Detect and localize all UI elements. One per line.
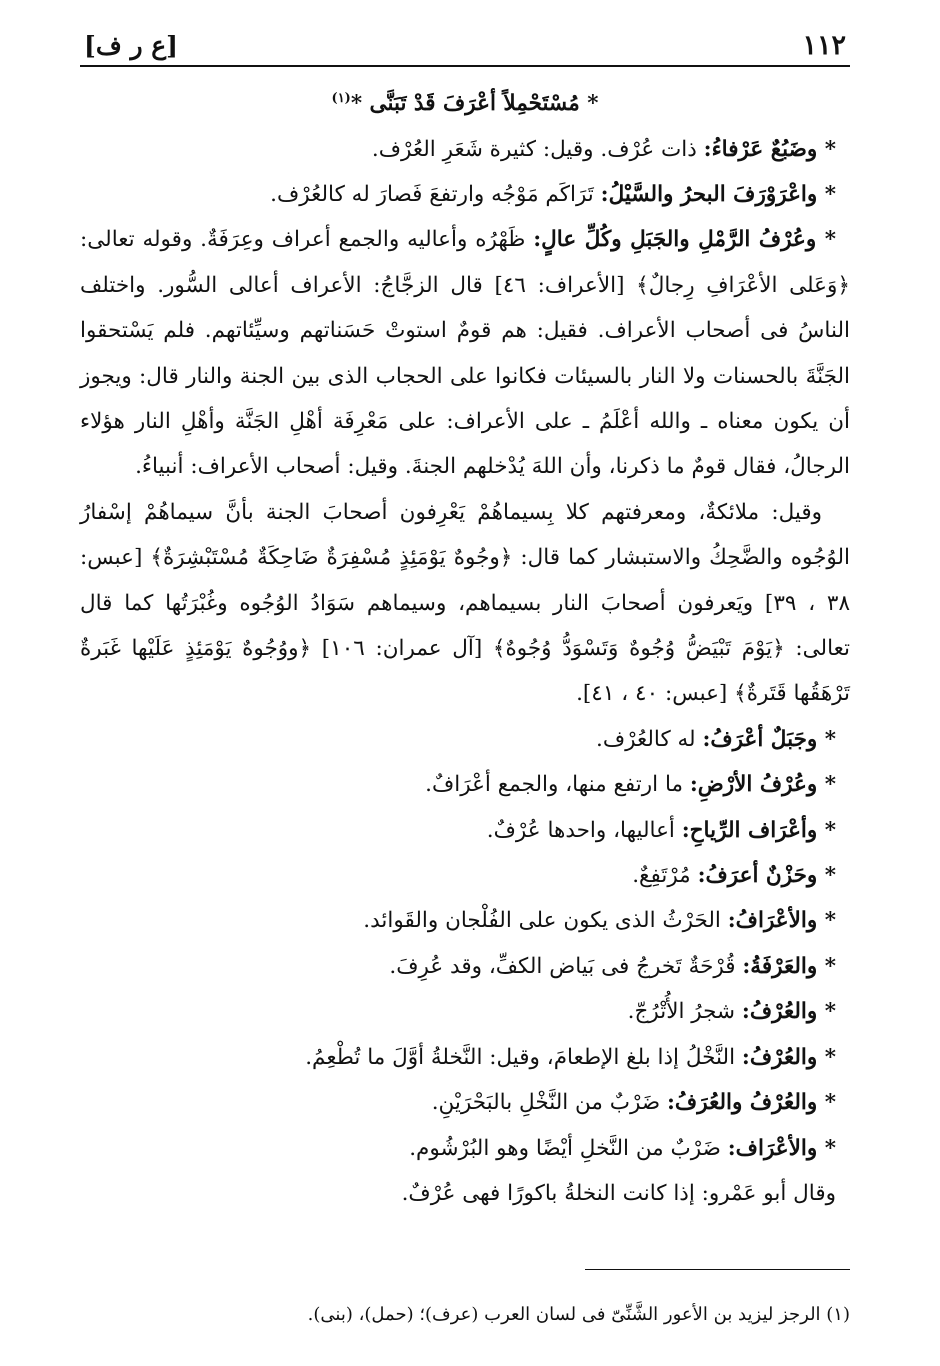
entry bbox=[80, 172, 850, 217]
entry bbox=[80, 853, 850, 898]
footnote-ref: (١) bbox=[331, 91, 351, 106]
footnote: (١) الرجز ليزيد بن الأعور الشَّنِّىّ فى لسان العرب (عرف)؛ (حمل)، (بنى). bbox=[307, 1304, 850, 1325]
entry-headword: وجَبَلٌ أعْرَفُ: bbox=[702, 726, 818, 752]
entry bbox=[80, 898, 850, 943]
entry-headword: وحَزْنٌ أعرَفُ: bbox=[697, 863, 818, 889]
entry-text: ذات عُرْف. وقيل: كثيرة شَعَرِ العُرْف. bbox=[371, 136, 697, 162]
entry-bullet: * bbox=[817, 772, 836, 798]
entry-bullet: * bbox=[817, 1044, 836, 1070]
entry-bullet: * bbox=[817, 999, 836, 1025]
page-header bbox=[80, 30, 850, 64]
entry-text: تَرَاكَم مَوْجُه وارتفعَ فَصارَ له كالعُرْف. bbox=[270, 181, 594, 207]
entry-text: ما ارتفع منها، والجمع أعْرَافٌ. bbox=[425, 772, 684, 798]
footnote-rule bbox=[585, 1269, 850, 1270]
entry bbox=[80, 1080, 850, 1125]
entry-headword: والعُرْفُ: bbox=[741, 999, 818, 1025]
entry-headword: وعُرْفُ الأرْضِ: bbox=[689, 772, 818, 798]
header-rule bbox=[80, 65, 850, 67]
entry-bullet: * bbox=[817, 181, 836, 207]
root-label: [ع ر ف] bbox=[84, 31, 178, 60]
entry-headword: والعُرْفُ والعُرَفُ: bbox=[666, 1090, 818, 1116]
entry-text: قُرْحَةٌ تَخرجُ فى بَياض الكفِّ، وقد عُرِفَ. bbox=[389, 953, 736, 979]
entry-text: شجرُ الأُتْرُجّ. bbox=[627, 999, 736, 1025]
entry bbox=[80, 1035, 850, 1080]
entry bbox=[80, 1126, 850, 1171]
entry bbox=[80, 808, 850, 853]
closing-line: وقال أبو عَمْرو: إذا كانت النخلةُ باكورًا فهى عُرْفٌ. bbox=[401, 1180, 836, 1206]
entry-headword: والأعْرَاف: bbox=[727, 1135, 818, 1161]
entry-bullet: * bbox=[817, 1090, 836, 1116]
entry-bullet: * bbox=[817, 953, 836, 979]
entry-headword: وعُرْفُ الرَّمْلِ والجَبَلِ وكُلِّ عالٍ: bbox=[533, 227, 817, 253]
entry-bullet: * bbox=[817, 726, 836, 752]
entry-headword: والعَرْفَةُ: bbox=[742, 953, 818, 979]
entry bbox=[80, 762, 850, 807]
entry-text: النَّخْلُ إذا بلغ الإطعامَ، وقيل: النَّخلةُ أوَّلَ ما تُطْعِمُ. bbox=[305, 1044, 736, 1070]
entry-bullet: * bbox=[817, 908, 836, 934]
entry-headword: والأعْرَافُ: bbox=[727, 908, 818, 934]
entry-text: له كالعُرْف. bbox=[595, 726, 696, 752]
entry-bullet: * bbox=[817, 136, 836, 162]
entry-text: ضَرْبٌ من النَّخلِ أيْضًا وهو البُرْشُوم. bbox=[409, 1135, 721, 1161]
page-body bbox=[80, 76, 850, 1216]
entry-bullet: * bbox=[817, 863, 836, 889]
entry-headword: وضَبُعٌ عَرْفاءُ: bbox=[703, 136, 818, 162]
verse-text: * مُسْتَحْمِلاً أعْرَفَ قَدْ تَبَنَّى * bbox=[350, 91, 599, 117]
entry-text: الحَرْثُ الذى يكون على الفُلْجان والقَوائد. bbox=[363, 908, 721, 934]
entry-text: أعاليها، واحدها عُرْفٌ. bbox=[486, 817, 675, 843]
entry bbox=[80, 944, 850, 989]
entry-headword: واعْرَوْرَفَ البحرُ والسَّيْلُ: bbox=[600, 181, 818, 207]
entry-bullet: * bbox=[817, 817, 836, 843]
paragraph: وقيل: ملائكةٌ، ومعرفتهم كلا بِسيماهُمْ يَعْرِفون أصحابَ الجنة بأنَّ سيماهُمْ إسْفارُ الوُجُوه والضَّحِكُ والاستبشار كما قال: ﴿وجُوهٌ يَوْمَئِذٍ مُسْفِرَةٌ ضَاحِكَةٌ مُسْتَبْشِرَةٌ﴾ [عبس: ٣٨ ، ٣٩] ويَعرفون أصحابَ النار بسيماهم، وسيماهم سَوَادُ الوُجُوه وغُبْرَتُها كما قال تعالى: ﴿يَوْمَ تَبْيَضُّ وُجُوهٌ وَتَسْوَدُّ وُجُوهٌ﴾ [آل عمران: ١٠٦] ﴿ووُجُوهٌ يَوْمَئِذٍ عَلَيْها غَبَرةٌ تَرْهَقُها قَتَرةٌ﴾ [عبس: ٤٠ ، ٤١]. bbox=[80, 499, 850, 707]
page-number: ١١٢ bbox=[802, 30, 846, 61]
entry-headword: وأعْرَاف الرِّياحِ: bbox=[681, 817, 818, 843]
book-page bbox=[80, 30, 850, 1340]
entry bbox=[80, 127, 850, 172]
entry-bullet: * bbox=[817, 1135, 836, 1161]
entry-text: ظَهْرُه وأعاليه والجمع أعراف وعِرَفَةٌ. وقوله تعالى: ﴿وَعَلى الأعْرَافِ رِجالٌ﴾ [الأعراف: ٤٦] قال الزجَّاجُ: الأعراف أعالى السُّور. واختلف الناسُ فى أصحاب الأعراف. فقيل: هم قومٌ استوتْ حَسَناتهم وسيِّئاتهم. فلم يَسْتحقوا الجَنَّةَ بالحسنات ولا النار بالسيئات فكانوا على الحجاب الذى بين الجنة والنار قال: ويجوز أن يكون معناه ـ والله أعْلَمُ ـ على الأعراف: على مَعْرِفَة أهْلِ الجَنَّة وأهْلِ النار هؤلاء الرجالُ، فقال قومٌ ما ذكرنا، وأن اللهَ يُدْخلهم الجنةَ. وقيل: أصحاب الأعراف: أنبياءُ. bbox=[80, 227, 850, 480]
entry bbox=[80, 217, 850, 489]
entry bbox=[80, 989, 850, 1034]
entry-text: مُرْتَفِعٌ. bbox=[632, 863, 691, 889]
entry-bullet: * bbox=[816, 227, 837, 253]
entry bbox=[80, 717, 850, 762]
entry-headword: والعُرْفُ: bbox=[741, 1044, 818, 1070]
entry-text: ضَرْبٌ من النَّخْلِ بالبَحْرَيْنِ. bbox=[431, 1090, 661, 1116]
verse-line bbox=[80, 76, 850, 127]
